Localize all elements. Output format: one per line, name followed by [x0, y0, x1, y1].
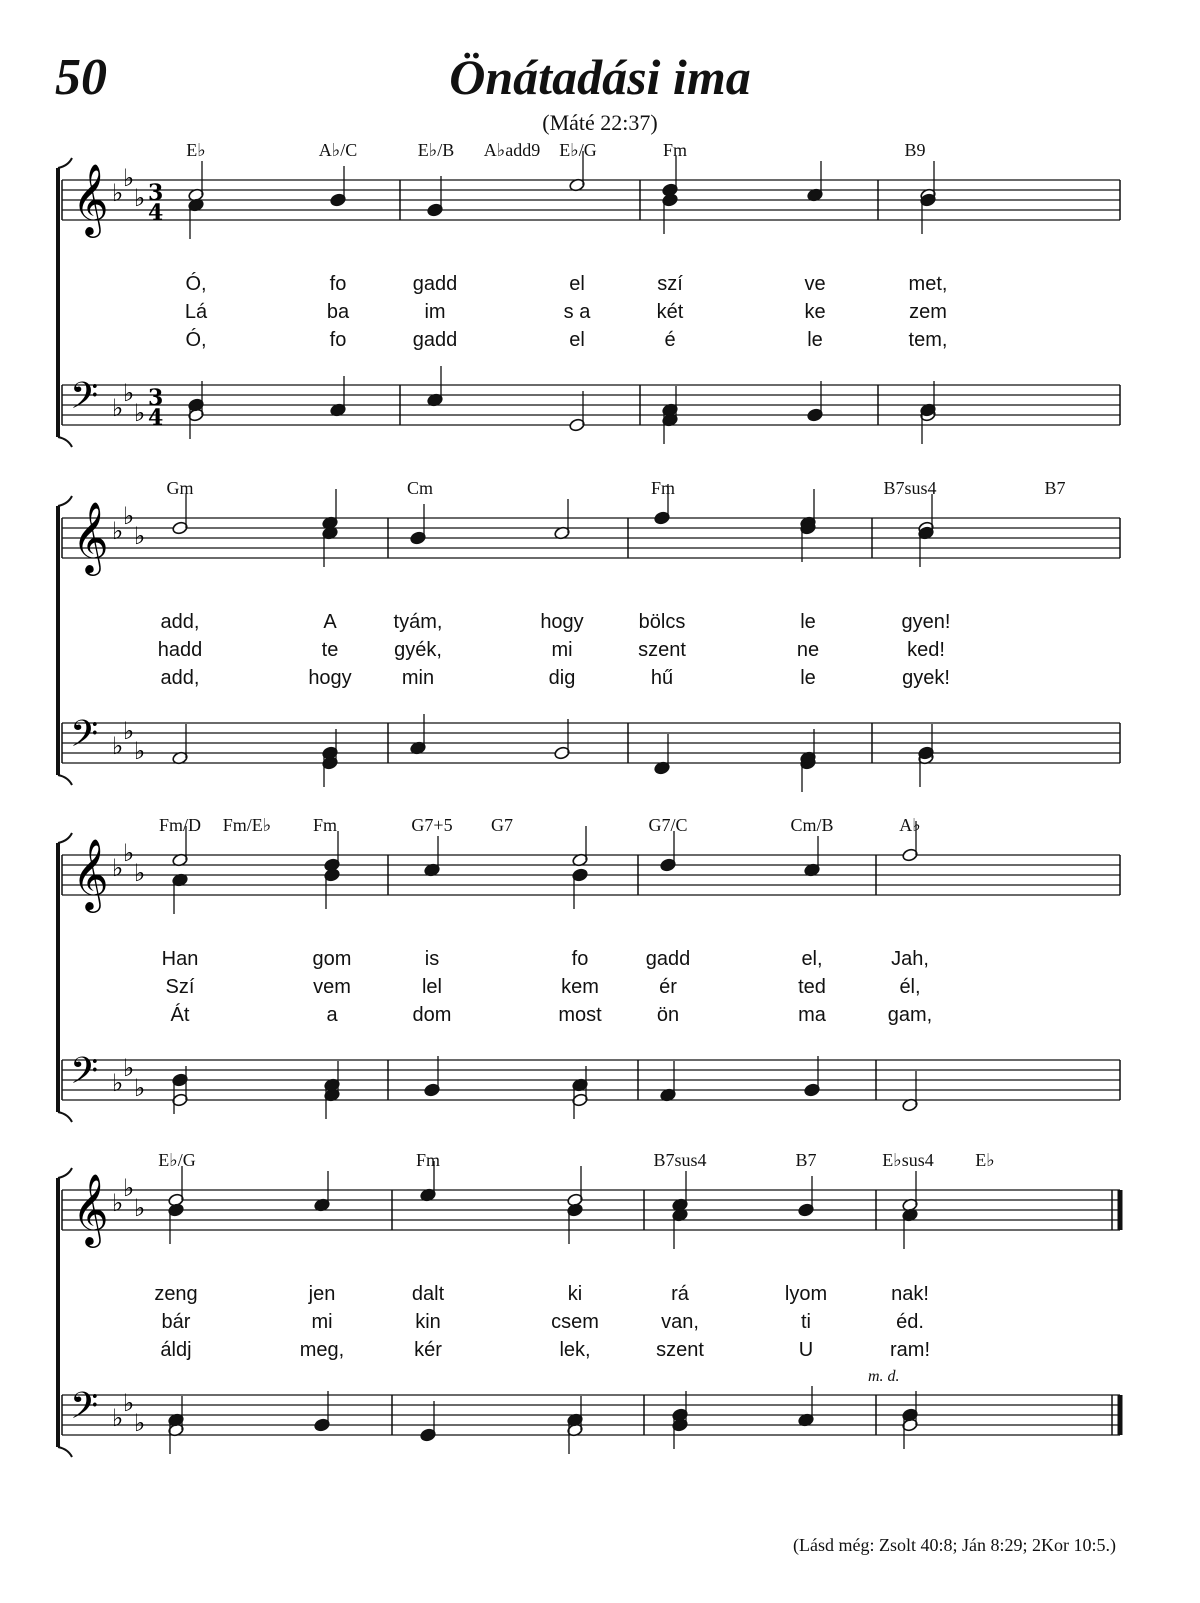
lyric-verse-1: gadd — [412, 273, 458, 295]
lyric-verse-2: kin — [415, 1311, 441, 1333]
lyric-verse-1: nak! — [891, 1283, 929, 1305]
lyric-verse-1: ve — [804, 273, 826, 295]
chord-symbol: Fm — [662, 140, 688, 160]
bracket-bottom — [58, 775, 72, 785]
chord-symbol: Fm/E♭ — [222, 815, 272, 835]
lyric-verse-1: add, — [160, 611, 200, 633]
chord-symbol: A♭ — [899, 815, 921, 835]
lyric-verse-2: ba — [326, 301, 350, 323]
lyric-verse-2: vem — [313, 976, 351, 998]
lyric-verse-2: kem — [561, 976, 599, 998]
lyric-verse-2: ér — [659, 976, 677, 998]
lyric-verse-2: éd. — [896, 1311, 924, 1333]
treble-clef-icon: 𝄞 — [72, 837, 109, 910]
lyric-verse-3: Át — [170, 1004, 190, 1026]
treble-clef-icon: 𝄞 — [72, 1172, 109, 1245]
lyric-verse-3: hű — [650, 667, 674, 689]
tempo-marking: m. d. — [868, 1368, 900, 1385]
lyric-verse-1: gom — [312, 948, 352, 970]
flat-icon: ♭ — [123, 1174, 135, 1202]
lyric-verse-1: Ó, — [185, 273, 207, 295]
lyric-verse-2: te — [321, 639, 339, 661]
song-title: Önátadási ima — [449, 49, 751, 105]
bass-clef-icon: 𝄢 — [70, 375, 99, 426]
lyric-verse-1: gyen! — [901, 611, 951, 633]
lyric-verse-1: hogy — [540, 611, 584, 633]
flat-icon: ♭ — [134, 737, 146, 765]
flat-icon: ♭ — [123, 839, 135, 867]
time-signature-top: 3 — [148, 385, 164, 411]
lyric-verse-3: le — [807, 329, 823, 351]
flat-icon: ♭ — [123, 379, 135, 407]
song-number: 50 — [55, 49, 107, 106]
chord-symbol: B7 — [795, 1150, 817, 1170]
flat-icon: ♭ — [112, 1069, 124, 1097]
lyric-verse-2: ne — [796, 639, 820, 661]
lyric-verse-2: zem — [909, 301, 947, 323]
lyric-verse-2: mi — [551, 639, 573, 661]
flat-icon: ♭ — [112, 732, 124, 760]
lyric-verse-2: im — [424, 301, 446, 323]
lyric-verse-2: hadd — [157, 639, 203, 661]
lyric-verse-2: csem — [551, 1311, 599, 1333]
lyric-verse-1: Jah, — [891, 948, 929, 970]
lyric-verse-1: rá — [671, 1283, 689, 1305]
chord-symbol: E♭/G — [559, 140, 597, 160]
chord-symbol: B9 — [904, 140, 926, 160]
time-signature-bottom: 4 — [148, 405, 164, 431]
bracket-bottom — [58, 1447, 72, 1457]
flat-icon: ♭ — [112, 1404, 124, 1432]
bass-clef-icon: 𝄢 — [70, 1385, 99, 1436]
lyric-verse-2: van, — [661, 1311, 699, 1333]
lyric-verse-3: most — [558, 1004, 602, 1026]
lyric-verse-1: Han — [161, 948, 199, 970]
flat-icon: ♭ — [134, 1194, 146, 1222]
time-signature-bottom: 4 — [148, 200, 164, 226]
lyric-verse-1: tyám, — [393, 611, 443, 633]
lyric-verse-2: mi — [311, 1311, 333, 1333]
bracket-top — [58, 158, 72, 168]
lyric-verse-3: Ó, — [185, 329, 207, 351]
music-system — [0, 815, 1200, 1145]
footnote: (Lásd még: Zsolt 40:8; Ján 8:29; 2Kor 10:5.) — [793, 1535, 1116, 1555]
chord-symbol: B7sus4 — [883, 478, 937, 498]
lyric-verse-1: fo — [329, 273, 347, 295]
lyric-verse-1: szí — [657, 273, 683, 295]
flat-icon: ♭ — [134, 184, 146, 212]
chord-symbol: E♭ — [186, 140, 206, 160]
lyric-verse-2: bár — [161, 1311, 191, 1333]
treble-clef-icon: 𝄞 — [72, 500, 109, 573]
lyric-verse-1: lyom — [784, 1283, 828, 1305]
lyric-verse-3: U — [798, 1339, 814, 1361]
music-system — [0, 478, 1200, 808]
lyric-verse-3: a — [326, 1004, 338, 1026]
flat-icon: ♭ — [123, 717, 135, 745]
bass-clef-icon: 𝄢 — [70, 1050, 99, 1101]
time-signature-top: 3 — [148, 180, 164, 206]
bracket-bottom — [58, 1112, 72, 1122]
flat-icon: ♭ — [123, 164, 135, 192]
flat-icon: ♭ — [134, 399, 146, 427]
chord-symbol: G7/C — [648, 815, 688, 835]
bracket-top — [58, 833, 72, 843]
lyric-verse-3: dig — [548, 667, 576, 689]
flat-icon: ♭ — [112, 394, 124, 422]
lyric-verse-3: ön — [656, 1004, 680, 1026]
chord-symbol: E♭ — [975, 1150, 995, 1170]
lyric-verse-2: ti — [801, 1311, 811, 1333]
lyric-verse-3: tem, — [908, 329, 948, 351]
lyric-verse-1: dalt — [411, 1283, 445, 1305]
flat-icon: ♭ — [112, 1189, 124, 1217]
chord-symbol: Fm — [415, 1150, 441, 1170]
chord-symbol: Gm — [166, 478, 194, 498]
lyric-verse-3: meg, — [299, 1339, 345, 1361]
lyric-verse-1: ki — [567, 1283, 583, 1305]
lyric-verse-3: kér — [414, 1339, 442, 1361]
chord-symbol: A♭/C — [318, 140, 358, 160]
lyric-verse-3: dom — [412, 1004, 452, 1026]
chord-symbol: E♭/G — [158, 1150, 196, 1170]
chord-symbol: A♭add9 — [483, 140, 541, 160]
flat-icon: ♭ — [134, 522, 146, 550]
lyric-verse-2: gyék, — [394, 639, 442, 661]
bracket-top — [58, 1168, 72, 1178]
chord-symbol: G7 — [491, 815, 513, 835]
lyric-verse-1: jen — [308, 1283, 336, 1305]
chord-symbol: E♭sus4 — [882, 1150, 934, 1170]
treble-clef-icon: 𝄞 — [72, 162, 109, 235]
lyric-verse-2: Szí — [165, 976, 195, 998]
flat-icon: ♭ — [123, 1389, 135, 1417]
flat-icon: ♭ — [112, 517, 124, 545]
bracket-bottom — [58, 437, 72, 447]
lyric-verse-1: fo — [571, 948, 589, 970]
lyric-verse-3: gam, — [887, 1004, 933, 1026]
lyric-verse-1: el — [569, 273, 585, 295]
lyric-verse-3: gyek! — [902, 667, 950, 689]
lyric-verse-1: gadd — [645, 948, 691, 970]
lyric-verse-1: le — [800, 611, 816, 633]
lyric-verse-3: min — [401, 667, 435, 689]
lyric-verse-3: gadd — [412, 329, 458, 351]
chord-symbol: Cm — [406, 478, 434, 498]
lyric-verse-3: ram! — [890, 1339, 930, 1361]
lyric-verse-1: A — [323, 611, 337, 633]
lyric-verse-2: él, — [899, 976, 921, 998]
lyric-verse-3: le — [800, 667, 816, 689]
lyric-verse-1: el, — [801, 948, 823, 970]
scripture-reference: (Máté 22:37) — [542, 110, 658, 135]
lyric-verse-3: é — [664, 329, 676, 351]
lyric-verse-3: hogy — [308, 667, 352, 689]
lyric-verse-2: ke — [804, 301, 826, 323]
lyric-verse-2: lel — [421, 976, 443, 998]
lyric-verse-1: bölcs — [638, 611, 686, 633]
music-system — [0, 1150, 1200, 1480]
chord-symbol: G7+5 — [411, 815, 453, 835]
lyric-verse-1: is — [424, 948, 440, 970]
flat-icon: ♭ — [112, 179, 124, 207]
lyric-verse-2: ted — [798, 976, 826, 998]
chord-symbol: E♭/B — [417, 140, 455, 160]
chord-symbol: B7sus4 — [653, 1150, 707, 1170]
flat-icon: ♭ — [134, 1409, 146, 1437]
flat-icon: ♭ — [123, 502, 135, 530]
lyric-verse-3: ma — [798, 1004, 826, 1026]
bass-clef-icon: 𝄢 — [70, 713, 99, 764]
lyric-verse-2: Lá — [184, 301, 208, 323]
lyric-verse-3: add, — [160, 667, 200, 689]
lyric-verse-2: két — [656, 301, 684, 323]
lyric-verse-2: s a — [563, 301, 591, 323]
lyric-verse-2: szent — [638, 639, 686, 661]
lyric-verse-3: lek, — [559, 1339, 591, 1361]
lyric-verse-1: met, — [908, 273, 948, 295]
flat-icon: ♭ — [134, 859, 146, 887]
lyric-verse-2: ked! — [907, 639, 945, 661]
chord-symbol: B7 — [1044, 478, 1066, 498]
chord-symbol: Fm — [650, 478, 676, 498]
lyric-verse-3: áldj — [160, 1339, 192, 1361]
flat-icon: ♭ — [123, 1054, 135, 1082]
staff-lines — [0, 140, 1200, 470]
chord-symbol: Cm/B — [790, 815, 834, 835]
bracket-top — [58, 496, 72, 506]
music-system — [0, 140, 1200, 470]
lyric-verse-3: el — [569, 329, 585, 351]
lyric-verse-3: fo — [329, 329, 347, 351]
chord-symbol: Fm/D — [158, 815, 202, 835]
lyric-verse-1: zeng — [154, 1283, 198, 1305]
flat-icon: ♭ — [134, 1074, 146, 1102]
chord-symbol: Fm — [312, 815, 338, 835]
flat-icon: ♭ — [112, 854, 124, 882]
lyric-verse-3: szent — [656, 1339, 704, 1361]
